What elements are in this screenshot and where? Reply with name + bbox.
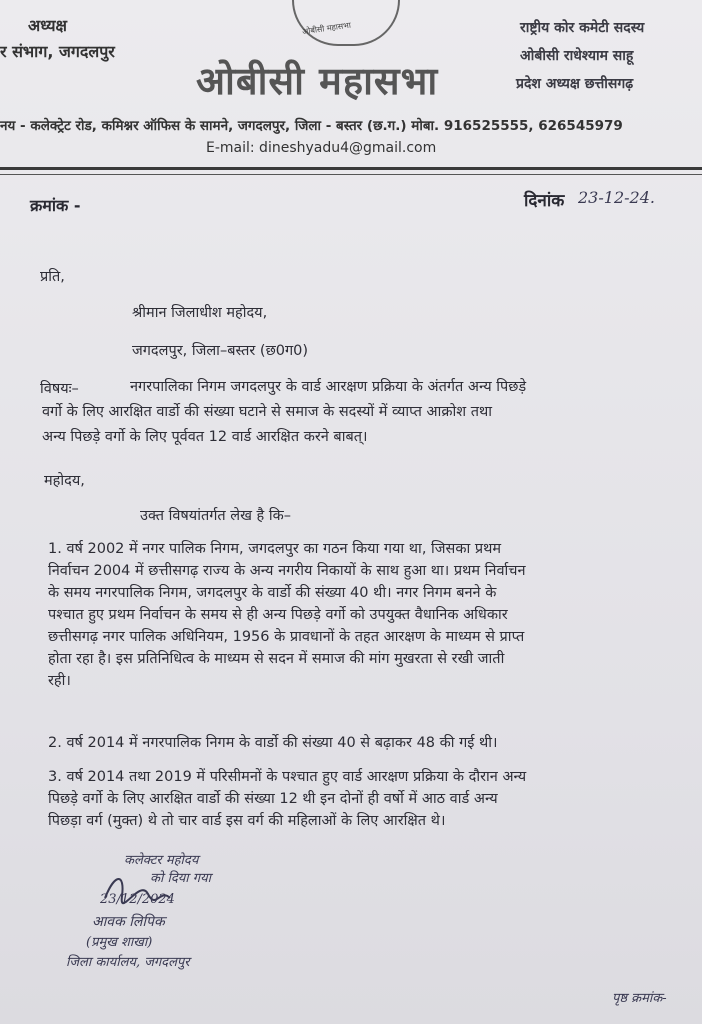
paragraph-3-line: पिछड़ा वर्ग (मुक्त) थे तो चार वार्ड इस वर्ग की महिलाओं के लिए आरक्षित थे।	[48, 813, 446, 829]
paragraph-3	[48, 766, 658, 832]
paragraph-1-line: 1. वर्ष 2002 में नगर पालिक निगम, जगदलपुर का गठन किया गया था, जिसका प्रथम	[48, 541, 502, 557]
logo-caption: ओबीसी महासभा	[301, 20, 352, 37]
recipient-address: जगदलपुर, जिला–बस्तर (छ0ग0)	[132, 343, 309, 359]
letterhead-address: नय - कलेक्ट्रेट रोड, कमिश्नर ऑफिस के सामने, जगदलपुर, जिला - बस्तर (छ.ग.) मोबा. 916525555, 626545979	[0, 118, 623, 134]
paragraph-2-line: 2. वर्ष 2014 में नगरपालिक निगम के वार्डो की संख्या 40 से बढ़ाकर 48 की गई थी।	[48, 735, 498, 751]
left-designation: अध्यक्ष	[28, 16, 67, 35]
paragraph-1-line: होता रहा है। इस प्रतिनिधित्व के माध्यम से सदन में समाज की मांग मुखरता से रखी जाती	[48, 651, 505, 667]
paragraph-3-line: पिछड़े वर्गो के लिए आरक्षित वार्डो की संख्या 12 थी इन दोनों ही वर्षो में आठ वार्ड अन्य	[48, 791, 498, 807]
paragraph-2	[48, 732, 658, 754]
header-divider	[0, 167, 702, 170]
paragraph-1-line: के समय नगरपालिक निगम, जगदलपुर के वार्डो की संख्या 40 थी। नगर निगम बनने के	[48, 585, 497, 601]
receipt-line-1: कलेक्टर महोदय	[124, 853, 199, 868]
page-continuation: पृष्ठ क्रमांक-	[612, 991, 667, 1006]
paragraph-1-line: छत्तीसगढ़ नगर पालिक अधिनियम, 1956 के प्रावधानों के तहत आरक्षण के माध्यम से प्राप्त	[48, 629, 525, 645]
right-line-3: प्रदेश अध्यक्ष छत्तीसगढ़	[516, 76, 634, 92]
receipt-branch: (प्रमुख शाखा)	[86, 935, 153, 950]
header-divider-thin	[0, 174, 702, 175]
paragraph-1-line: रही।	[48, 673, 71, 689]
reference-label: क्रमांक -	[30, 196, 81, 215]
left-division: र संभाग, जगदलपुर	[0, 42, 115, 61]
salutation: महोदय,	[44, 473, 85, 489]
date-label: दिनांक	[524, 191, 565, 211]
subject-line-3: अन्य पिछड़े वर्गो के लिए पूर्ववत 12 वार्ड आरक्षित करने बाबत्।	[42, 429, 368, 445]
organization-name: ओबीसी महासभा	[196, 59, 439, 103]
subject-line-1: नगरपालिका निगम जगदलपुर के वार्ड आरक्षण प्रक्रिया के अंतर्गत अन्य पिछड़े	[130, 379, 527, 395]
right-line-1: राष्ट्रीय कोर कमेटी सदस्य	[520, 20, 645, 36]
paragraph-1-line: पश्चात हुए प्रथम निर्वाचन के समय से ही अन्य पिछड़े वर्गो को उपयुक्त वैधानिक अधिकार	[48, 607, 508, 623]
paragraph-1-line: निर्वाचन 2004 में छत्तीसगढ़ राज्य के अन्य नगरीय निकायों के साथ हुआ था। प्रथम निर्वाचन	[48, 563, 526, 579]
receipt-line-2: को दिया गया	[150, 871, 212, 886]
right-line-2: ओबीसी राधेश्याम साहू	[520, 48, 634, 64]
date-value: 23-12-24.	[578, 188, 655, 207]
paragraph-3-line: 3. वर्ष 2014 तथा 2019 में परिसीमनों के पश्चात हुए वार्ड आरक्षण प्रक्रिया के दौरान अन्य	[48, 769, 527, 785]
intro-line: उक्त विषयांतर्गत लेख है कि–	[140, 508, 292, 524]
receipt-date: 23/12/2024	[100, 892, 175, 907]
subject-label: विषयः–	[40, 381, 79, 397]
paragraph-1	[48, 538, 658, 692]
receipt-office: जिला कार्यालय, जगदलपुर	[66, 955, 190, 970]
letterhead-email: E-mail: dineshyadu4@gmail.com	[206, 140, 437, 156]
receipt-clerk: आवक लिपिक	[92, 914, 165, 930]
subject-line-2: वर्गो के लिए आरक्षित वार्डो की संख्या घटाने से समाज के सदस्यों में व्याप्त आक्रोश तथा	[42, 404, 492, 420]
to-label: प्रति,	[40, 269, 65, 285]
recipient: श्रीमान जिलाधीश महोदय,	[132, 305, 268, 321]
